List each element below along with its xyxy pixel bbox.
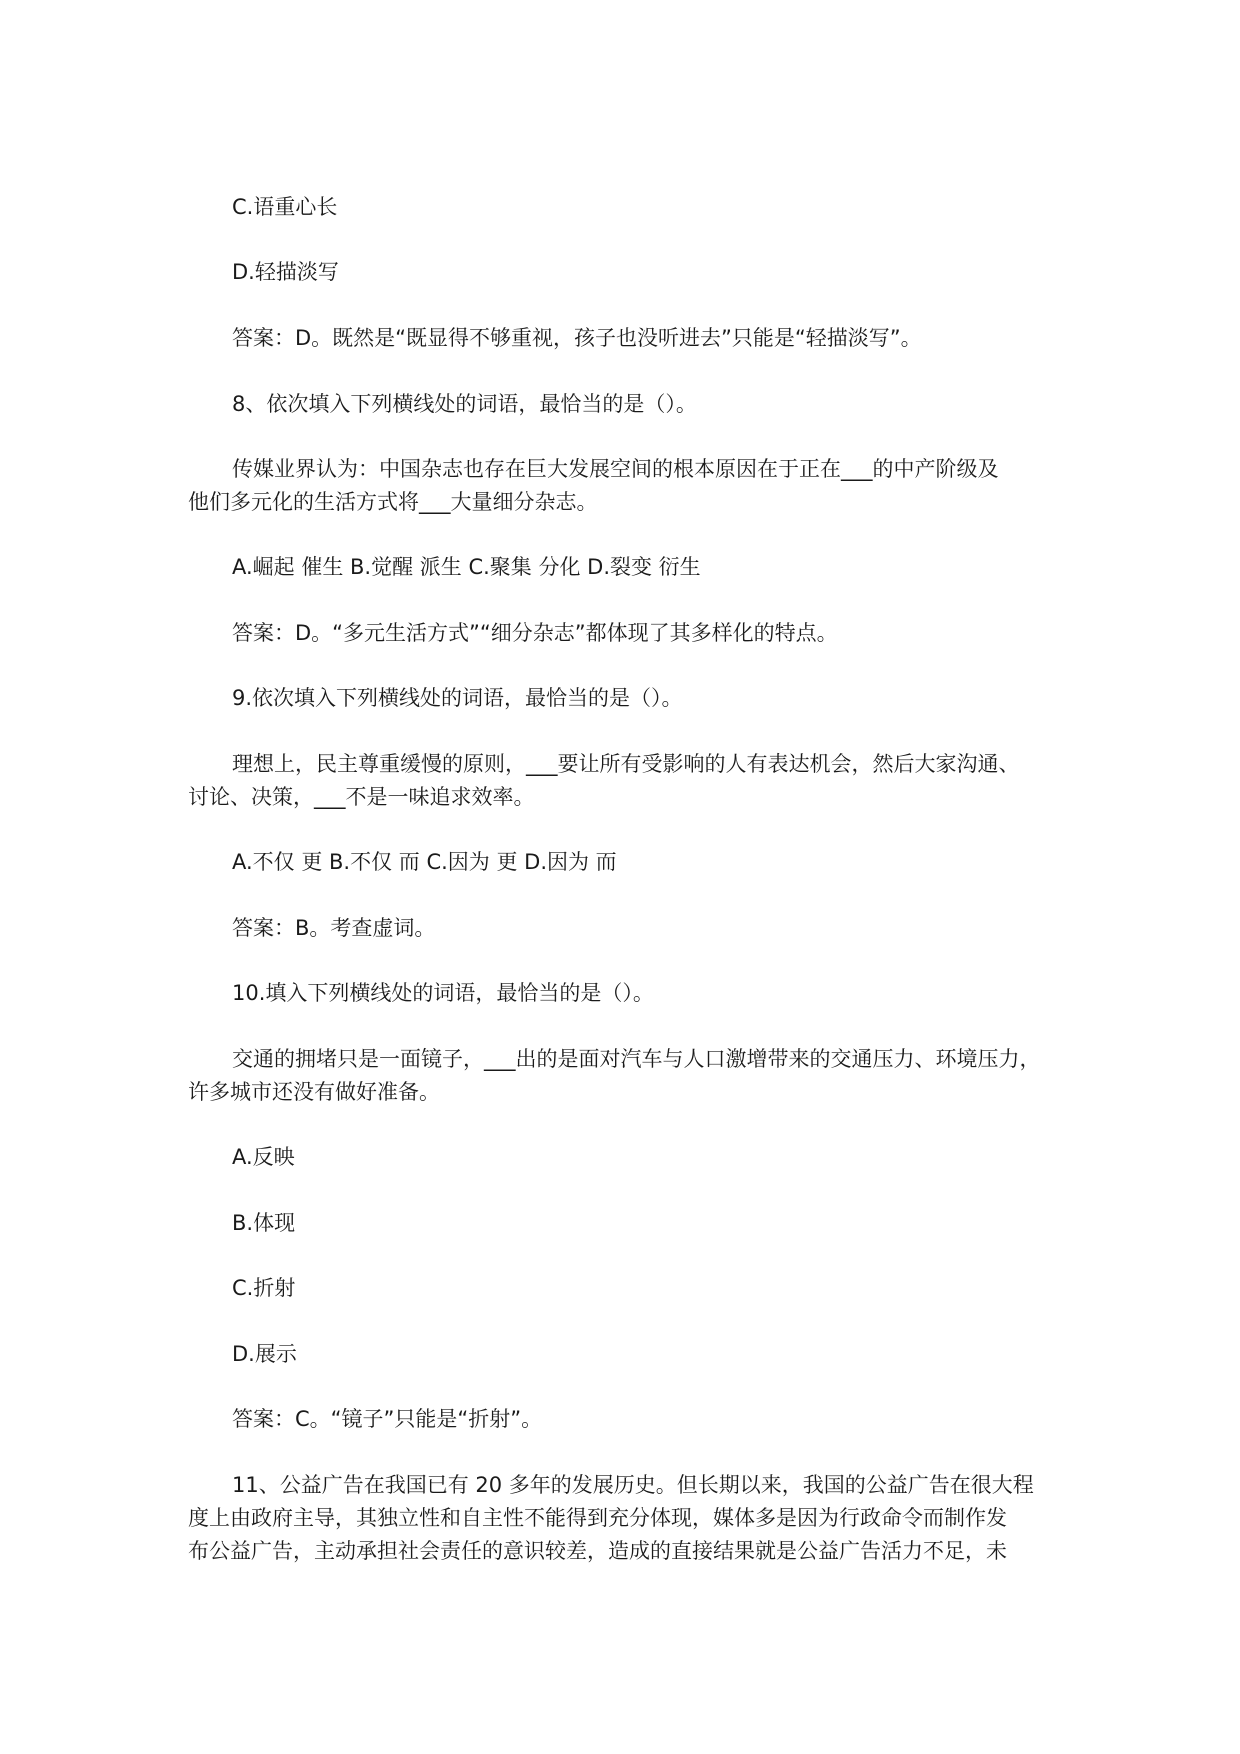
q9-passage-line-1: 理想上，民主尊重缓慢的原则，___要让所有受影响的人有表达机会，然后大家沟通、	[232, 752, 1020, 776]
q10-option-a: A.反映	[232, 1145, 295, 1169]
q7-option-c: C.语重心长	[232, 195, 338, 219]
q8-passage-line-1: 传媒业界认为：中国杂志也存在巨大发展空间的根本原因在于正在___的中产阶级及	[232, 457, 999, 481]
q10-passage-line-1: 交通的拥堵只是一面镜子，___出的是面对汽车与人口激增带来的交通压力、环境压力，	[232, 1047, 1041, 1071]
q11-passage-line-1: 11、公益广告在我国已有 20 多年的发展历史。但长期以来，我国的公益广告在很大程	[232, 1473, 1034, 1497]
q8-passage-line-2: 他们多元化的生活方式将___大量细分杂志。	[188, 490, 598, 514]
q9-options: A.不仅 更 B.不仅 而 C.因为 更 D.因为 而	[232, 850, 617, 874]
q10-option-d: D.展示	[232, 1342, 297, 1366]
q8-options: A.崛起 催生 B.觉醒 派生 C.聚集 分化 D.裂变 衍生	[232, 555, 701, 579]
q10-option-b: B.体现	[232, 1211, 296, 1235]
q10-question: 10.填入下列横线处的词语，最恰当的是（）。	[232, 981, 654, 1005]
q10-option-c: C.折射	[232, 1276, 296, 1300]
q8-answer: 答案：D。“多元生活方式”“细分杂志”都体现了其多样化的特点。	[232, 621, 838, 645]
q9-answer: 答案：B。考查虚词。	[232, 916, 436, 940]
q9-passage-line-2: 讨论、决策，___不是一味追求效率。	[188, 785, 535, 809]
q7-answer: 答案：D。既然是“既显得不够重视，孩子也没听进去”只能是“轻描淡写”。	[232, 326, 922, 350]
q11-passage-line-3: 布公益广告，主动承担社会责任的意识较差，造成的直接结果就是公益广告活力不足，未	[188, 1539, 1007, 1563]
q10-passage-line-2: 许多城市还没有做好准备。	[188, 1080, 440, 1104]
q11-passage-line-2: 度上由政府主导，其独立性和自主性不能得到充分体现，媒体多是因为行政命令而制作发	[188, 1506, 1007, 1530]
q10-answer: 答案：C。“镜子”只能是“折射”。	[232, 1407, 543, 1431]
q7-option-d: D.轻描淡写	[232, 260, 339, 284]
q8-question: 8、依次填入下列横线处的词语，最恰当的是（）。	[232, 392, 697, 416]
q9-question: 9.依次填入下列横线处的词语，最恰当的是（）。	[232, 686, 683, 710]
